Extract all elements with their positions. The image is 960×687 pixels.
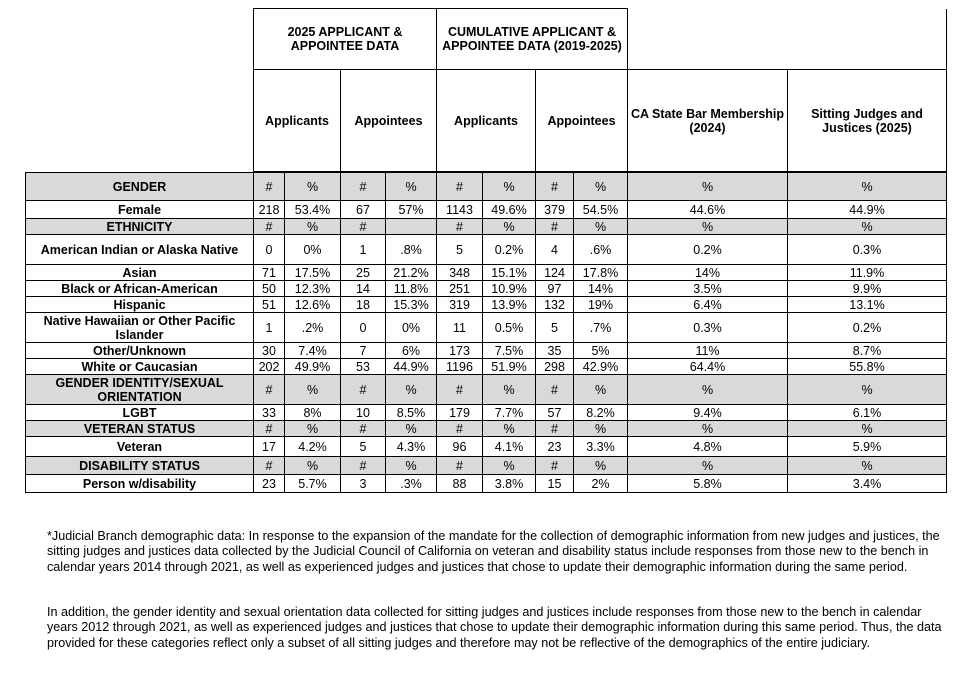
table-cell: % [483,173,536,201]
col-header-appointees-cumulative: Appointees [536,70,628,172]
table-cell: % [574,173,628,201]
table-cell: 5.8% [628,475,788,493]
table-cell: 7 [341,343,386,359]
table-cell: 8% [285,405,341,421]
table-cell: 8.2% [574,405,628,421]
table-cell: 6.4% [628,297,788,313]
table-cell: % [483,421,536,437]
table-cell: # [254,219,285,235]
table-cell: # [254,375,285,405]
table-cell: 3.4% [788,475,947,493]
table-cell: .2% [285,313,341,343]
table-cell: 0.5% [483,313,536,343]
table-cell: # [341,457,386,475]
table-cell: 15.1% [483,265,536,281]
table-cell: 4 [536,235,574,265]
table-cell: 64.4% [628,359,788,375]
table-cell: % [574,421,628,437]
table-cell: 1 [341,235,386,265]
table-cell: 4.3% [386,437,437,457]
table-row [26,313,947,343]
footnote-judicial-branch: *Judicial Branch demographic data: In response to the expansion of the mandate for the collection of demographic information from new judges and justices, the sitting judges and justices data collected by the Judicial Council of California on veteran and disability status include responses from those new to the bench in calendar years 2014 through 2021, as well as experienced judges and justices that chose to update their demographic information during the same period. [47,529,940,574]
table-cell: 9.9% [788,281,947,297]
section-header-row [26,173,947,201]
table-cell: 0% [285,235,341,265]
table-cell: 14% [628,265,788,281]
row-label: LGBT [26,405,254,421]
table-cell: 4.2% [285,437,341,457]
table-cell: 348 [437,265,483,281]
table-cell: % [788,421,947,437]
table-cell: 173 [437,343,483,359]
table-cell: 44.9% [788,201,947,219]
table-cell: 1196 [437,359,483,375]
table-cell: 0.3% [628,313,788,343]
table-cell: 10.9% [483,281,536,297]
table-cell: 298 [536,359,574,375]
table-cell: 1143 [437,201,483,219]
row-label: Other/Unknown [26,343,254,359]
table-cell: 35 [536,343,574,359]
row-label: Person w/disability [26,475,254,493]
col-header-appointees-2025: Appointees [341,70,437,172]
table-cell: 3.3% [574,437,628,457]
table-cell: % [285,421,341,437]
section-header-row [26,375,947,405]
table-cell: 88 [437,475,483,493]
table-cell: % [628,457,788,475]
table-cell: 179 [437,405,483,421]
table-cell: # [536,421,574,437]
row-label: Native Hawaiian or Other Pacific Islander [26,313,254,343]
table-cell: 30 [254,343,285,359]
table-cell: 55.8% [788,359,947,375]
footnote-gender-identity: In addition, the gender identity and sexual orientation data collected for sitting judges and justices include responses from those new to the bench in calendar years 2012 through 2021, as well as experienced judges and justices that chose to update their demographic information during this same period. Thus, the data provided for these categories reflect only a subset of all sitting judges and therefore may not be reflective of the demographics of the entire judiciary. [47,605,942,650]
table-cell: % [628,173,788,201]
table-cell: 97 [536,281,574,297]
table-row [26,201,947,219]
table-cell: 5 [437,235,483,265]
table-row [26,437,947,457]
table-cell: # [437,375,483,405]
row-label: White or Caucasian [26,359,254,375]
table-cell: 17.8% [574,265,628,281]
section-label: ETHNICITY [26,219,254,235]
row-label: Black or African-American [26,281,254,297]
table-cell: 19% [574,297,628,313]
table-cell: 67 [341,201,386,219]
table-row [26,265,947,281]
demographics-table [25,172,947,493]
table-cell: 2% [574,475,628,493]
table-cell: 49.6% [483,201,536,219]
table-cell: .6% [574,235,628,265]
table-cell: 51 [254,297,285,313]
col-header-applicants-cumulative: Applicants [437,70,536,172]
table-cell: 15.3% [386,297,437,313]
row-label: Female [26,201,254,219]
row-label: American Indian or Alaska Native [26,235,254,265]
table-cell: 0 [341,313,386,343]
table-cell: 3 [341,475,386,493]
table-cell: 9.4% [628,405,788,421]
table-cell: 11% [628,343,788,359]
table-cell: 0 [254,235,285,265]
blank-header-cell [628,9,947,70]
table-cell: 251 [437,281,483,297]
section-label: DISABILITY STATUS [26,457,254,475]
table-cell: 8.5% [386,405,437,421]
table-cell [386,219,437,235]
column-header-table [253,8,947,172]
table-cell: 124 [536,265,574,281]
table-cell: 42.9% [574,359,628,375]
table-cell: 18 [341,297,386,313]
table-cell: 71 [254,265,285,281]
section-label: VETERAN STATUS [26,421,254,437]
table-cell: 8.7% [788,343,947,359]
table-cell: 379 [536,201,574,219]
table-cell: % [788,457,947,475]
table-cell: 218 [254,201,285,219]
table-cell: 53.4% [285,201,341,219]
table-cell: 5% [574,343,628,359]
table-cell: # [536,457,574,475]
table-cell: # [341,219,386,235]
table-cell: 132 [536,297,574,313]
table-cell: % [574,375,628,405]
table-cell: 1 [254,313,285,343]
table-cell: 50 [254,281,285,297]
table-cell: .8% [386,235,437,265]
table-cell: 11.8% [386,281,437,297]
table-cell: 3.5% [628,281,788,297]
table-cell: 5.9% [788,437,947,457]
table-cell: # [254,457,285,475]
table-cell: 96 [437,437,483,457]
table-cell: # [341,375,386,405]
table-cell: 0% [386,313,437,343]
table-cell: 0.2% [483,235,536,265]
table-cell: 12.3% [285,281,341,297]
table-cell: 12.6% [285,297,341,313]
table-row [26,281,947,297]
table-cell: 14% [574,281,628,297]
table-cell: # [437,421,483,437]
table-cell: % [788,219,947,235]
table-cell: 23 [536,437,574,457]
table-cell: 44.6% [628,201,788,219]
table-cell: 6% [386,343,437,359]
col-header-state-bar: CA State Bar Membership (2024) [628,70,788,172]
table-cell: 10 [341,405,386,421]
table-cell: 4.8% [628,437,788,457]
table-cell: 4.1% [483,437,536,457]
group-header-cumulative: CUMULATIVE APPLICANT & APPOINTEE DATA (2019-2025) [437,9,628,70]
col-header-applicants-2025: Applicants [254,70,341,172]
table-cell: 13.1% [788,297,947,313]
table-cell: % [483,457,536,475]
table-cell: # [437,173,483,201]
table-cell: # [254,421,285,437]
row-label: Veteran [26,437,254,457]
section-label: GENDER IDENTITY/SEXUAL ORIENTATION [26,375,254,405]
col-header-sitting-judges: Sitting Judges and Justices (2025) [788,70,947,172]
table-cell: % [483,375,536,405]
group-header-2025: 2025 APPLICANT & APPOINTEE DATA [254,9,437,70]
table-cell: .7% [574,313,628,343]
table-cell: 0.2% [628,235,788,265]
row-label: Hispanic [26,297,254,313]
table-cell: 5 [341,437,386,457]
section-header-row [26,219,947,235]
table-cell: .3% [386,475,437,493]
table-cell: 54.5% [574,201,628,219]
table-cell: 51.9% [483,359,536,375]
table-row [26,405,947,421]
table-cell: % [628,421,788,437]
table-cell: 57% [386,201,437,219]
table-row [26,343,947,359]
table-cell: 0.3% [788,235,947,265]
table-cell: % [285,219,341,235]
table-cell: % [285,375,341,405]
table-cell: # [536,173,574,201]
table-cell: 25 [341,265,386,281]
table-cell: % [628,375,788,405]
table-cell: % [386,173,437,201]
table-cell: 7.7% [483,405,536,421]
table-row [26,359,947,375]
table-cell: # [254,173,285,201]
table-cell: 202 [254,359,285,375]
section-label: GENDER [26,173,254,201]
table-cell: 33 [254,405,285,421]
row-label: Asian [26,265,254,281]
table-cell: 17 [254,437,285,457]
table-cell: 23 [254,475,285,493]
table-cell: 21.2% [386,265,437,281]
table-cell: 49.9% [285,359,341,375]
table-cell: 5 [536,313,574,343]
table-cell: 7.4% [285,343,341,359]
table-cell: 14 [341,281,386,297]
table-cell: % [285,173,341,201]
table-cell: % [574,219,628,235]
table-cell: 44.9% [386,359,437,375]
table-cell: % [574,457,628,475]
table-cell: 0.2% [788,313,947,343]
table-cell: # [536,375,574,405]
table-cell: % [788,375,947,405]
section-header-row [26,421,947,437]
table-cell: # [341,173,386,201]
table-cell: 13.9% [483,297,536,313]
table-row [26,475,947,493]
table-cell: 5.7% [285,475,341,493]
table-cell: 6.1% [788,405,947,421]
table-cell: % [386,421,437,437]
table-cell: 57 [536,405,574,421]
table-cell: % [386,375,437,405]
table-cell: 53 [341,359,386,375]
table-cell: 7.5% [483,343,536,359]
table-cell: 15 [536,475,574,493]
table-row [26,235,947,265]
table-cell: % [628,219,788,235]
table-cell: 11.9% [788,265,947,281]
table-cell: 11 [437,313,483,343]
section-header-row [26,457,947,475]
table-cell: # [437,457,483,475]
table-cell: % [285,457,341,475]
table-cell: # [437,219,483,235]
table-cell: 3.8% [483,475,536,493]
table-row [26,297,947,313]
table-cell: # [536,219,574,235]
table-cell: % [386,457,437,475]
table-cell: % [788,173,947,201]
table-cell: # [341,421,386,437]
table-cell: 319 [437,297,483,313]
table-cell: 17.5% [285,265,341,281]
table-cell: % [483,219,536,235]
